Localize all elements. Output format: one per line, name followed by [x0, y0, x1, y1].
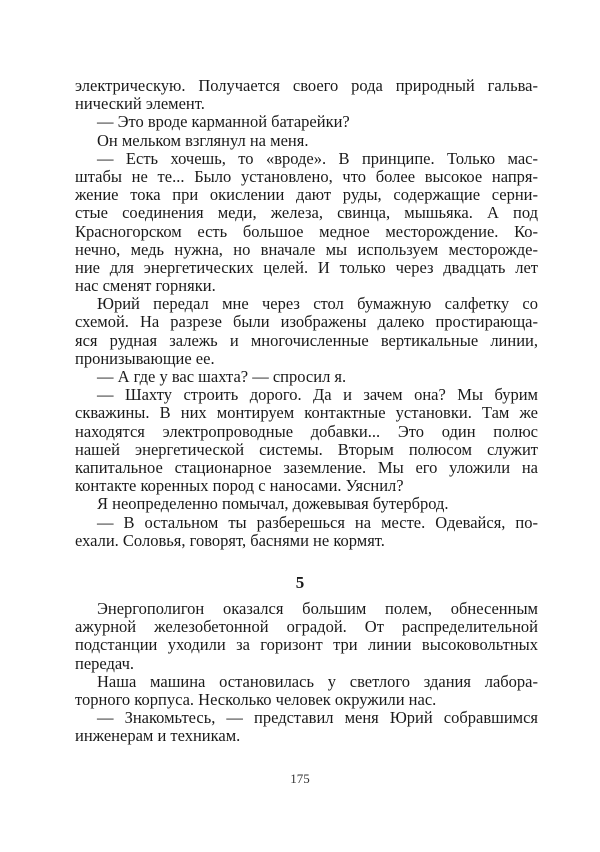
text-line: передач.: [75, 653, 134, 673]
text-line: пронизывающие ее.: [75, 348, 215, 368]
text-line: Наша машина остановилась у светлого здания лабора-: [97, 671, 538, 691]
text-line: нашей энергетической системы. Вторым полюсом служит: [75, 439, 538, 459]
page-number: 175: [290, 771, 310, 786]
text-line: — Знакомьтесь, — представил меня Юрий собравшимся: [97, 708, 538, 728]
text-line: Красногорском есть большое медное месторождение. Ко-: [75, 221, 538, 241]
text-line: схемой. На разрезе были изображены далеко простирающа-: [75, 312, 538, 332]
text-line: — А где у вас шахта? — спросил я.: [97, 367, 347, 386]
text-line: капитальное стационарное заземление. Мы его уложили на: [75, 457, 538, 477]
body-text-upper: [75, 77, 538, 550]
chapter-number: 5: [295, 573, 305, 592]
text-line: ехали. Соловья, говорят, баснями не кормят.: [75, 530, 385, 550]
text-line: инженерам и техникам.: [75, 726, 241, 746]
text-line: скважины. В них монтируем контактные установки. Там же: [75, 403, 538, 423]
text-line: жение тока при окислении дают руды, содержащие серни-: [75, 185, 538, 205]
body-text-lower: [75, 600, 538, 746]
text-line: нический элемент.: [75, 94, 205, 114]
text-line: Он мельком взглянул на меня.: [97, 130, 309, 150]
text-line: стые соединения меди, железа, свинца, мышьяка. А под: [75, 203, 538, 223]
text-line: подстанции уходили за горизонт три линии высоковольтных: [75, 635, 538, 655]
text-line: торного корпуса. Несколько человек окружили нас.: [75, 689, 437, 709]
text-line: нас сменят горняки.: [75, 276, 216, 296]
text-line: яся рудная залежь и многочисленные вертикальные линии,: [75, 330, 538, 350]
text-line: Я неопределенно помычал, дожевывая бутерброд.: [97, 494, 449, 514]
text-line: ние для энергетических целей. И только через двадцать лет: [75, 257, 538, 277]
text-line: находятся электропроводные добавки... Это один полюс: [75, 421, 538, 441]
text-line: Энергополигон оказался большим полем, обнесенным: [97, 599, 538, 618]
text-line: — Шахту строить дорого. Да и зачем она? Мы бурим: [97, 385, 538, 405]
text-line: — Есть хочешь, то «вроде». В принципе. Только мас-: [97, 148, 538, 168]
text-line: контакте коренных пород с наносами. Уяснил?: [75, 476, 404, 496]
text-line: — Это вроде карманной батарейки?: [97, 112, 350, 132]
text-line: нечно, медь нужна, но вначале мы используем месторожде-: [75, 239, 538, 259]
text-line: электрическую. Получается своего рода природный гальва-: [75, 76, 538, 95]
text-line: Юрий передал мне через стол бумажную салфетку со: [97, 294, 538, 314]
text-line: — В остальном ты разберешься на месте. Одевайся, по-: [97, 512, 538, 532]
text-line: ажурной железобетонной оградой. От распределительной: [75, 617, 538, 637]
text-line: штабы не те... Было установлено, что более высокое напря-: [75, 166, 538, 186]
